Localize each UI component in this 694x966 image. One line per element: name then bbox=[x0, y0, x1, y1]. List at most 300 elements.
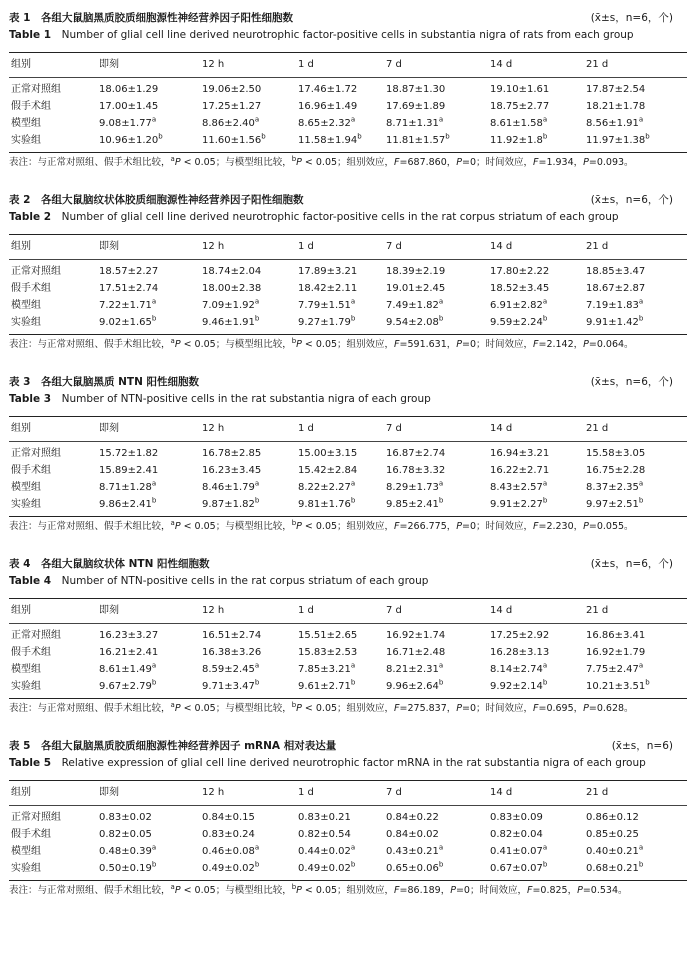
table-cell: 6.91±2.82$^a$ bbox=[490, 297, 548, 311]
table-mid-rule bbox=[9, 77, 687, 78]
table-row bbox=[9, 297, 687, 314]
header-time: 7 d bbox=[386, 605, 402, 616]
table-footnote: 表注：与正常对照组、假手术组比较，$^a$P < 0.05；与模型组比较，$^b$P < 0.05；组别效应，F=86.189，P=0；时间效应，F=0.825，P=0.534。 bbox=[9, 882, 628, 896]
table-cell: 0.83±0.02 bbox=[99, 812, 152, 823]
significance-mark: a bbox=[438, 115, 444, 124]
header-time: 12 h bbox=[202, 787, 225, 798]
header-time: 14 d bbox=[490, 241, 513, 252]
significance-mark: a bbox=[254, 843, 260, 852]
table-title-zh-text: 表 3 各组大鼠脑黑质 NTN 阳性细胞数 bbox=[9, 376, 200, 388]
significance-mark: a bbox=[638, 661, 644, 670]
table-title-en bbox=[9, 209, 687, 226]
row-group-label: 模型组 bbox=[11, 118, 41, 129]
table-title-zh bbox=[9, 192, 687, 209]
table-cell: 16.23±3.27 bbox=[99, 630, 159, 641]
header-time: 21 d bbox=[586, 423, 609, 434]
table-title-en-text: Number of NTN-positive cells in the rat substantia nigra of each group bbox=[61, 393, 431, 405]
table-row bbox=[9, 263, 687, 280]
table-title-zh bbox=[9, 556, 687, 573]
table-cell: 16.38±3.26 bbox=[202, 647, 262, 658]
table-header-row bbox=[9, 599, 687, 623]
table-cell: 10.96±1.20$^b$ bbox=[99, 132, 163, 146]
significance-mark: b bbox=[542, 496, 548, 505]
header-time: 12 h bbox=[202, 423, 225, 434]
significance-mark: a bbox=[151, 661, 157, 670]
table-cell: 7.22±1.71$^a$ bbox=[99, 297, 157, 311]
table-cell: 8.22±2.27$^a$ bbox=[298, 479, 356, 493]
table-mid-rule bbox=[9, 259, 687, 260]
header-time: 7 d bbox=[386, 787, 402, 798]
row-group-label: 正常对照组 bbox=[11, 266, 61, 277]
header-group: 组别 bbox=[11, 605, 31, 616]
row-group-label: 正常对照组 bbox=[11, 630, 61, 641]
table-cell: 16.28±3.13 bbox=[490, 647, 550, 658]
table-cell: 7.49±1.82$^a$ bbox=[386, 297, 444, 311]
table-mid-rule bbox=[9, 623, 687, 624]
paper-page bbox=[9, 10, 687, 908]
table-cell: 18.67±2.87 bbox=[586, 283, 646, 294]
table-mid-rule bbox=[9, 805, 687, 806]
table-title-zh bbox=[9, 10, 687, 27]
header-group: 组别 bbox=[11, 423, 31, 434]
row-group-label: 正常对照组 bbox=[11, 84, 61, 95]
table-cell: 0.49±0.02$^b$ bbox=[298, 860, 356, 874]
table-cell: 16.92±1.74 bbox=[386, 630, 446, 641]
significance-mark: a bbox=[350, 479, 356, 488]
header-time: 14 d bbox=[490, 59, 513, 70]
table-cell: 15.89±2.41 bbox=[99, 465, 159, 476]
table-cell: 15.00±3.15 bbox=[298, 448, 358, 459]
significance-mark: a bbox=[151, 843, 157, 852]
table-cell: 0.83±0.24 bbox=[202, 829, 255, 840]
table-cell: 17.87±2.54 bbox=[586, 84, 646, 95]
table-cell: 18.39±2.19 bbox=[386, 266, 446, 277]
table-cell: 8.37±2.35$^a$ bbox=[586, 479, 644, 493]
table-cell: 0.84±0.22 bbox=[386, 812, 439, 823]
header-time: 21 d bbox=[586, 787, 609, 798]
table-row bbox=[9, 843, 687, 860]
header-time: 1 d bbox=[298, 59, 314, 70]
table-row bbox=[9, 115, 687, 132]
significance-mark: b bbox=[254, 314, 260, 323]
table-title-en bbox=[9, 391, 687, 408]
table-cell: 17.69±1.89 bbox=[386, 101, 446, 112]
header-time: 即刻 bbox=[99, 59, 119, 70]
table-label-en: Table 4 bbox=[9, 575, 52, 587]
table-cell: 11.60±1.56$^b$ bbox=[202, 132, 266, 146]
significance-mark: a bbox=[350, 115, 356, 124]
table-cell: 8.21±2.31$^a$ bbox=[386, 661, 444, 675]
row-group-label: 模型组 bbox=[11, 846, 41, 857]
significance-mark: b bbox=[254, 496, 260, 505]
table-row bbox=[9, 479, 687, 496]
row-group-label: 实验组 bbox=[11, 863, 41, 874]
table-cell: 16.87±2.74 bbox=[386, 448, 446, 459]
table-3 bbox=[9, 374, 687, 556]
header-time: 14 d bbox=[490, 787, 513, 798]
table-title-zh bbox=[9, 738, 687, 755]
significance-mark: a bbox=[438, 479, 444, 488]
significance-mark: b bbox=[158, 132, 163, 141]
table-title-zh-text: 表 5 各组大鼠脑黑质胶质细胞源性神经营养因子 mRNA 相对表达量 bbox=[9, 740, 337, 752]
significance-mark: b bbox=[151, 860, 157, 869]
table-cell: 0.40±0.21$^a$ bbox=[586, 843, 644, 857]
header-time: 1 d bbox=[298, 605, 314, 616]
table-cell: 9.59±2.24$^b$ bbox=[490, 314, 548, 328]
table-cell: 8.71±1.28$^a$ bbox=[99, 479, 157, 493]
table-cell: 11.58±1.94$^b$ bbox=[298, 132, 362, 146]
significance-mark: a bbox=[542, 843, 548, 852]
table-cell: 9.81±1.76$^b$ bbox=[298, 496, 356, 510]
significance-mark: b bbox=[542, 860, 548, 869]
table-cell: 11.97±1.38$^b$ bbox=[586, 132, 650, 146]
header-time: 21 d bbox=[586, 241, 609, 252]
table-cell: 16.75±2.28 bbox=[586, 465, 646, 476]
table-cell: 9.96±2.64$^b$ bbox=[386, 678, 444, 692]
table-cell: 15.42±2.84 bbox=[298, 465, 358, 476]
table-cell: 8.43±2.57$^a$ bbox=[490, 479, 548, 493]
table-label-en: Table 1 bbox=[9, 29, 52, 41]
table-stat-note: (x̄±s，n=6，个) bbox=[590, 194, 673, 206]
table-cell: 7.19±1.83$^a$ bbox=[586, 297, 644, 311]
table-stat-note: (x̄±s，n=6，个) bbox=[590, 558, 673, 570]
table-cell: 9.67±2.79$^b$ bbox=[99, 678, 157, 692]
table-cell: 16.78±2.85 bbox=[202, 448, 262, 459]
significance-mark: b bbox=[438, 314, 444, 323]
row-group-label: 模型组 bbox=[11, 300, 41, 311]
header-time: 即刻 bbox=[99, 241, 119, 252]
significance-mark: b bbox=[638, 496, 644, 505]
table-row bbox=[9, 496, 687, 513]
table-cell: 0.84±0.02 bbox=[386, 829, 439, 840]
table-cell: 9.27±1.79$^b$ bbox=[298, 314, 356, 328]
row-group-label: 模型组 bbox=[11, 482, 41, 493]
table-cell: 11.81±1.57$^b$ bbox=[386, 132, 450, 146]
significance-mark: b bbox=[445, 132, 450, 141]
significance-mark: b bbox=[438, 496, 444, 505]
table-cell: 0.83±0.09 bbox=[490, 812, 543, 823]
table-cell: 16.71±2.48 bbox=[386, 647, 446, 658]
table-cell: 0.43±0.21$^a$ bbox=[386, 843, 444, 857]
table-cell: 9.08±1.77$^a$ bbox=[99, 115, 157, 129]
table-cell: 18.85±3.47 bbox=[586, 266, 646, 277]
significance-mark: b bbox=[542, 678, 548, 687]
row-group-label: 实验组 bbox=[11, 681, 41, 692]
table-header-row bbox=[9, 417, 687, 441]
table-cell: 19.10±1.61 bbox=[490, 84, 550, 95]
table-cell: 8.71±1.31$^a$ bbox=[386, 115, 444, 129]
table-cell: 15.72±1.82 bbox=[99, 448, 159, 459]
significance-mark: b bbox=[254, 678, 260, 687]
table-header-row bbox=[9, 781, 687, 805]
table-cell: 9.97±2.51$^b$ bbox=[586, 496, 644, 510]
table-cell: 16.96±1.49 bbox=[298, 101, 358, 112]
table-cell: 17.51±2.74 bbox=[99, 283, 159, 294]
significance-mark: a bbox=[542, 479, 548, 488]
significance-mark: a bbox=[542, 661, 548, 670]
table-cell: 16.78±3.32 bbox=[386, 465, 446, 476]
table-row bbox=[9, 661, 687, 678]
significance-mark: a bbox=[438, 661, 444, 670]
table-cell: 8.59±2.45$^a$ bbox=[202, 661, 260, 675]
table-cell: 8.65±2.32$^a$ bbox=[298, 115, 356, 129]
table-cell: 18.21±1.78 bbox=[586, 101, 646, 112]
significance-mark: a bbox=[438, 843, 444, 852]
table-cell: 17.25±2.92 bbox=[490, 630, 550, 641]
significance-mark: b bbox=[645, 132, 650, 141]
table-cell: 9.46±1.91$^b$ bbox=[202, 314, 260, 328]
table-cell: 19.06±2.50 bbox=[202, 84, 262, 95]
table-cell: 8.61±1.58$^a$ bbox=[490, 115, 548, 129]
header-group: 组别 bbox=[11, 241, 31, 252]
significance-mark: a bbox=[254, 661, 260, 670]
table-label-en: Table 5 bbox=[9, 757, 52, 769]
table-cell: 16.86±3.41 bbox=[586, 630, 646, 641]
header-time: 7 d bbox=[386, 241, 402, 252]
table-cell: 9.86±2.41$^b$ bbox=[99, 496, 157, 510]
row-group-label: 正常对照组 bbox=[11, 812, 61, 823]
table-row bbox=[9, 678, 687, 695]
table-cell: 16.51±2.74 bbox=[202, 630, 262, 641]
row-group-label: 实验组 bbox=[11, 499, 41, 510]
table-title-en bbox=[9, 27, 687, 44]
row-group-label: 模型组 bbox=[11, 664, 41, 675]
table-4 bbox=[9, 556, 687, 738]
table-cell: 9.02±1.65$^b$ bbox=[99, 314, 157, 328]
table-cell: 18.75±2.77 bbox=[490, 101, 550, 112]
table-title-en bbox=[9, 573, 687, 590]
significance-mark: b bbox=[350, 496, 356, 505]
table-title-zh bbox=[9, 374, 687, 391]
table-cell: 0.83±0.21 bbox=[298, 812, 351, 823]
table-title-en-text: Number of glial cell line derived neurotrophic factor-positive cells in substantia nigra of rats from each group bbox=[61, 29, 634, 41]
table-cell: 0.46±0.08$^a$ bbox=[202, 843, 260, 857]
table-cell: 7.75±2.47$^a$ bbox=[586, 661, 644, 675]
row-group-label: 假手术组 bbox=[11, 465, 51, 476]
header-time: 12 h bbox=[202, 59, 225, 70]
table-cell: 8.56±1.91$^a$ bbox=[586, 115, 644, 129]
table-footnote: 表注：与正常对照组、假手术组比较，$^a$P < 0.05；与模型组比较，$^b$P < 0.05；组别效应，F=266.775，P=0；时间效应，F=2.230，P=0.055。 bbox=[9, 518, 634, 532]
table-cell: 9.71±3.47$^b$ bbox=[202, 678, 260, 692]
header-time: 即刻 bbox=[99, 423, 119, 434]
table-cell: 0.82±0.05 bbox=[99, 829, 152, 840]
table-title-zh-text: 表 1 各组大鼠脑黑质胶质细胞源性神经营养因子阳性细胞数 bbox=[9, 12, 293, 24]
table-row bbox=[9, 132, 687, 149]
significance-mark: b bbox=[638, 314, 644, 323]
header-group: 组别 bbox=[11, 59, 31, 70]
table-row bbox=[9, 280, 687, 297]
table-cell: 19.01±2.45 bbox=[386, 283, 446, 294]
table-row bbox=[9, 809, 687, 826]
significance-mark: a bbox=[350, 843, 356, 852]
table-header-row bbox=[9, 53, 687, 77]
table-cell: 9.85±2.41$^b$ bbox=[386, 496, 444, 510]
significance-mark: b bbox=[254, 860, 260, 869]
table-cell: 18.00±2.38 bbox=[202, 283, 262, 294]
significance-mark: a bbox=[638, 115, 644, 124]
significance-mark: a bbox=[254, 479, 260, 488]
significance-mark: a bbox=[638, 479, 644, 488]
table-title-zh-text: 表 4 各组大鼠脑纹状体 NTN 阳性细胞数 bbox=[9, 558, 210, 570]
header-time: 1 d bbox=[298, 423, 314, 434]
table-cell: 15.83±2.53 bbox=[298, 647, 358, 658]
table-title-en bbox=[9, 755, 687, 772]
table-cell: 16.22±2.71 bbox=[490, 465, 550, 476]
header-time: 7 d bbox=[386, 423, 402, 434]
table-2 bbox=[9, 192, 687, 374]
header-time: 1 d bbox=[298, 787, 314, 798]
significance-mark: b bbox=[645, 678, 650, 687]
table-mid-rule bbox=[9, 441, 687, 442]
significance-mark: b bbox=[151, 678, 157, 687]
significance-mark: b bbox=[151, 314, 157, 323]
significance-mark: b bbox=[151, 496, 157, 505]
table-cell: 18.52±3.45 bbox=[490, 283, 550, 294]
header-time: 即刻 bbox=[99, 787, 119, 798]
row-group-label: 实验组 bbox=[11, 135, 41, 146]
table-cell: 0.49±0.02$^b$ bbox=[202, 860, 260, 874]
significance-mark: a bbox=[438, 297, 444, 306]
significance-mark: a bbox=[151, 479, 157, 488]
significance-mark: b bbox=[261, 132, 266, 141]
table-cell: 9.54±2.08$^b$ bbox=[386, 314, 444, 328]
table-cell: 17.00±1.45 bbox=[99, 101, 159, 112]
row-group-label: 假手术组 bbox=[11, 829, 51, 840]
table-cell: 17.80±2.22 bbox=[490, 266, 550, 277]
table-title-en-text: Relative expression of glial cell line derived neurotrophic factor mRNA in the rat substantia nigra of each group bbox=[61, 757, 646, 769]
table-cell: 16.21±2.41 bbox=[99, 647, 159, 658]
table-cell: 9.92±2.14$^b$ bbox=[490, 678, 548, 692]
table-cell: 7.09±1.92$^a$ bbox=[202, 297, 260, 311]
significance-mark: b bbox=[350, 860, 356, 869]
table-cell: 8.46±1.79$^a$ bbox=[202, 479, 260, 493]
table-cell: 8.14±2.74$^a$ bbox=[490, 661, 548, 675]
significance-mark: a bbox=[254, 297, 260, 306]
table-cell: 9.61±2.71$^b$ bbox=[298, 678, 356, 692]
significance-mark: a bbox=[151, 115, 157, 124]
table-cell: 0.67±0.07$^b$ bbox=[490, 860, 548, 874]
table-label-en: Table 2 bbox=[9, 211, 52, 223]
significance-mark: b bbox=[542, 314, 548, 323]
row-group-label: 实验组 bbox=[11, 317, 41, 328]
table-cell: 0.68±0.21$^b$ bbox=[586, 860, 644, 874]
significance-mark: b bbox=[438, 860, 444, 869]
header-time: 12 h bbox=[202, 241, 225, 252]
table-cell: 16.94±3.21 bbox=[490, 448, 550, 459]
header-time: 即刻 bbox=[99, 605, 119, 616]
significance-mark: b bbox=[350, 678, 356, 687]
table-row bbox=[9, 826, 687, 843]
table-cell: 11.92±1.8$^b$ bbox=[490, 132, 548, 146]
table-title-zh-text: 表 2 各组大鼠脑纹状体胶质细胞源性神经营养因子阳性细胞数 bbox=[9, 194, 304, 206]
table-cell: 16.23±3.45 bbox=[202, 465, 262, 476]
table-cell: 0.82±0.54 bbox=[298, 829, 351, 840]
header-time: 14 d bbox=[490, 605, 513, 616]
table-row bbox=[9, 462, 687, 479]
table-cell: 0.82±0.04 bbox=[490, 829, 543, 840]
row-group-label: 正常对照组 bbox=[11, 448, 61, 459]
significance-mark: a bbox=[350, 297, 356, 306]
row-group-label: 假手术组 bbox=[11, 647, 51, 658]
table-1 bbox=[9, 10, 687, 192]
significance-mark: a bbox=[542, 297, 548, 306]
table-stat-note: (x̄±s，n=6，个) bbox=[590, 12, 673, 24]
header-time: 1 d bbox=[298, 241, 314, 252]
table-cell: 0.85±0.25 bbox=[586, 829, 639, 840]
significance-mark: a bbox=[151, 297, 157, 306]
table-cell: 15.58±3.05 bbox=[586, 448, 646, 459]
table-cell: 17.46±1.72 bbox=[298, 84, 358, 95]
table-row bbox=[9, 644, 687, 661]
significance-mark: a bbox=[542, 115, 548, 124]
table-cell: 0.65±0.06$^b$ bbox=[386, 860, 444, 874]
table-cell: 17.25±1.27 bbox=[202, 101, 262, 112]
table-cell: 18.57±2.27 bbox=[99, 266, 159, 277]
significance-mark: b bbox=[350, 314, 356, 323]
table-cell: 0.44±0.02$^a$ bbox=[298, 843, 356, 857]
header-time: 7 d bbox=[386, 59, 402, 70]
table-cell: 7.79±1.51$^a$ bbox=[298, 297, 356, 311]
table-cell: 9.91±1.42$^b$ bbox=[586, 314, 644, 328]
table-cell: 8.29±1.73$^a$ bbox=[386, 479, 444, 493]
header-time: 12 h bbox=[202, 605, 225, 616]
significance-mark: a bbox=[638, 843, 644, 852]
table-cell: 9.87±1.82$^b$ bbox=[202, 496, 260, 510]
significance-mark: b bbox=[357, 132, 362, 141]
table-title-en-text: Number of glial cell line derived neurotrophic factor-positive cells in the rat corpus striatum of each group bbox=[61, 211, 619, 223]
table-title-en-text: Number of NTN-positive cells in the rat corpus striatum of each group bbox=[61, 575, 429, 587]
table-row bbox=[9, 98, 687, 115]
table-footnote: 表注：与正常对照组、假手术组比较，$^a$P < 0.05；与模型组比较，$^b$P < 0.05；组别效应，F=591.631，P=0；时间效应，F=2.142，P=0.064。 bbox=[9, 336, 634, 350]
table-cell: 18.42±2.11 bbox=[298, 283, 358, 294]
header-time: 21 d bbox=[586, 605, 609, 616]
table-cell: 16.92±1.79 bbox=[586, 647, 646, 658]
table-5 bbox=[9, 738, 687, 908]
row-group-label: 假手术组 bbox=[11, 283, 51, 294]
table-cell: 0.48±0.39$^a$ bbox=[99, 843, 157, 857]
table-cell: 8.61±1.49$^a$ bbox=[99, 661, 157, 675]
table-row bbox=[9, 627, 687, 644]
table-stat-note: (x̄±s，n=6，个) bbox=[590, 376, 673, 388]
table-cell: 0.50±0.19$^b$ bbox=[99, 860, 157, 874]
table-row bbox=[9, 445, 687, 462]
table-cell: 9.91±2.27$^b$ bbox=[490, 496, 548, 510]
header-time: 21 d bbox=[586, 59, 609, 70]
significance-mark: b bbox=[542, 132, 548, 141]
table-row bbox=[9, 860, 687, 877]
header-group: 组别 bbox=[11, 787, 31, 798]
significance-mark: a bbox=[638, 297, 644, 306]
table-row bbox=[9, 81, 687, 98]
table-cell: 15.51±2.65 bbox=[298, 630, 358, 641]
table-cell: 18.74±2.04 bbox=[202, 266, 262, 277]
table-label-en: Table 3 bbox=[9, 393, 52, 405]
table-cell: 7.85±3.21$^a$ bbox=[298, 661, 356, 675]
table-cell: 10.21±3.51$^b$ bbox=[586, 678, 650, 692]
significance-mark: a bbox=[350, 661, 356, 670]
significance-mark: b bbox=[638, 860, 644, 869]
table-cell: 17.89±3.21 bbox=[298, 266, 358, 277]
table-footnote: 表注：与正常对照组、假手术组比较，$^a$P < 0.05；与模型组比较，$^b$P < 0.05；组别效应，F=275.837，P=0；时间效应，F=0.695，P=0.628。 bbox=[9, 700, 634, 714]
table-cell: 0.86±0.12 bbox=[586, 812, 639, 823]
table-cell: 18.06±1.29 bbox=[99, 84, 159, 95]
table-row bbox=[9, 314, 687, 331]
significance-mark: a bbox=[254, 115, 260, 124]
table-header-row bbox=[9, 235, 687, 259]
table-cell: 0.84±0.15 bbox=[202, 812, 255, 823]
table-cell: 8.86±2.40$^a$ bbox=[202, 115, 260, 129]
row-group-label: 假手术组 bbox=[11, 101, 51, 112]
